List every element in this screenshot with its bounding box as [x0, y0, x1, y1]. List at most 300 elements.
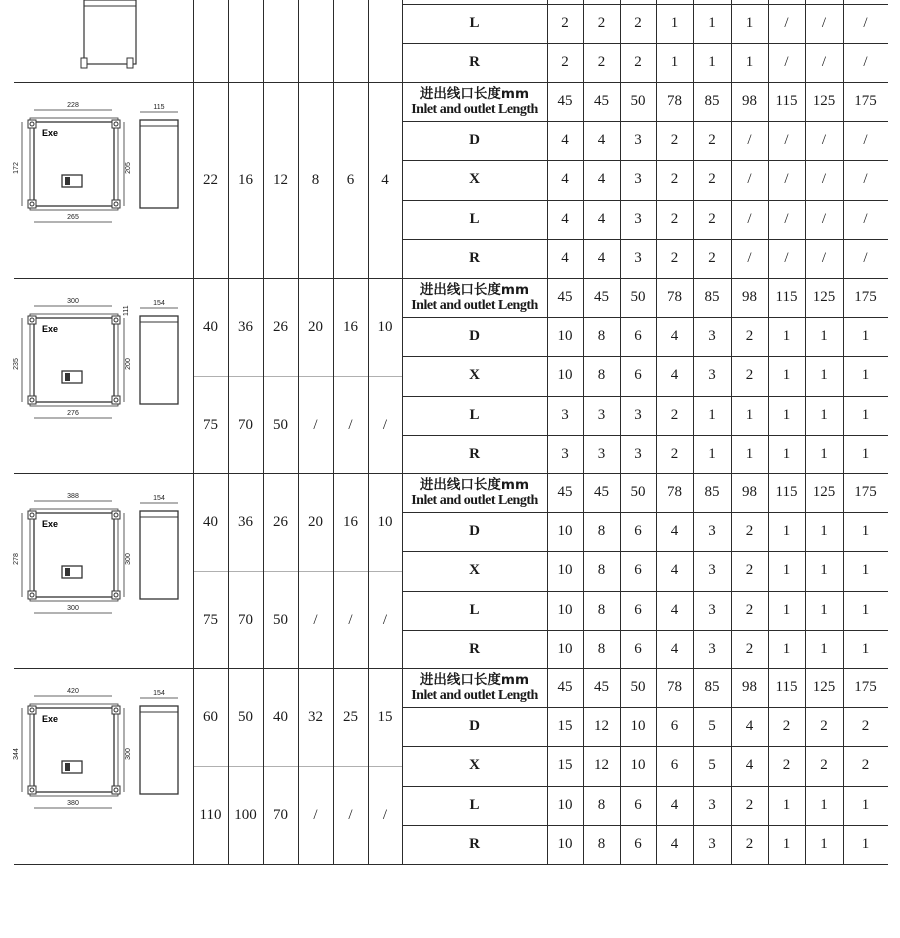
row-d-value: 6 — [670, 718, 679, 735]
row-d-value: 1 — [820, 328, 828, 345]
header-label-zh: 进出线口长度mm — [419, 476, 530, 493]
entry-count: 10 — [377, 318, 393, 335]
dimension-label: 300 — [67, 298, 79, 305]
row-x-value: 10 — [557, 562, 573, 579]
length-value: 115 — [775, 93, 798, 110]
row-x-value: 6 — [634, 562, 642, 579]
row-d-value: 4 — [670, 523, 679, 540]
top-row-r-code: R — [469, 54, 480, 70]
entry-count: 75 — [203, 416, 218, 433]
column-divider — [228, 473, 229, 669]
column-divider — [368, 0, 369, 82]
row-l-code: L — [469, 210, 480, 227]
column-divider — [193, 278, 194, 474]
entry-count: / — [382, 611, 388, 628]
row-x-value: 10 — [557, 367, 573, 384]
length-value: 50 — [630, 484, 646, 501]
row-d-value: / — [863, 132, 868, 149]
column-divider — [263, 82, 264, 278]
column-divider — [731, 0, 732, 82]
row-d-value: 8 — [597, 328, 606, 345]
row-r-value: 4 — [670, 835, 679, 852]
column-divider — [193, 82, 194, 278]
row-x-code: X — [469, 562, 480, 579]
row-r-value: 3 — [634, 445, 642, 462]
column-divider — [547, 278, 548, 474]
column-divider — [402, 473, 403, 669]
row-l-value: / — [821, 210, 827, 227]
dimension-label: 115 — [153, 104, 165, 111]
row-x-value: 4 — [597, 171, 606, 188]
length-value: 78 — [667, 679, 682, 696]
column-divider — [656, 668, 657, 864]
top-row-l-value: 1 — [745, 15, 754, 31]
row-l-value: 2 — [670, 210, 679, 227]
column-divider — [368, 668, 369, 864]
row-r-value: 4 — [561, 249, 569, 266]
row-l-code: L — [469, 406, 480, 423]
column-divider — [193, 473, 194, 669]
column-divider — [298, 82, 299, 278]
dimension-label: 420 — [67, 688, 79, 695]
row-l-value: 2 — [745, 796, 754, 813]
column-divider — [693, 0, 694, 82]
entry-count: 60 — [203, 708, 218, 725]
row-d-code: D — [469, 132, 480, 149]
top-row-r-value: 1 — [708, 54, 716, 70]
row-divider — [402, 43, 888, 44]
length-value: 85 — [704, 93, 720, 110]
column-divider — [620, 473, 621, 669]
row-r-value: 2 — [670, 249, 679, 266]
row-d-value: 2 — [670, 132, 679, 149]
inlet-outlet-length-header — [402, 82, 547, 121]
top-row-r-value: / — [784, 54, 789, 70]
column-divider — [263, 0, 264, 82]
row-r-value: 1 — [861, 445, 870, 462]
row-r-value: 4 — [597, 249, 606, 266]
row-l-value: 2 — [708, 210, 716, 227]
top-row-l-value: 1 — [708, 15, 716, 31]
row-r-value: 1 — [708, 445, 716, 462]
row-divider — [402, 591, 888, 592]
length-value: 175 — [854, 679, 877, 696]
exe-label: Exe — [42, 324, 59, 334]
row-x-value: 2 — [820, 757, 828, 774]
column-divider — [368, 473, 369, 669]
top-row-l-value: / — [863, 15, 868, 31]
entry-count: / — [313, 806, 318, 823]
column-divider — [333, 473, 334, 669]
length-value: 98 — [742, 679, 757, 696]
dimension-label: 228 — [67, 102, 79, 109]
column-divider — [805, 668, 806, 864]
row-l-code: L — [469, 796, 480, 813]
row-r-value: / — [821, 249, 827, 266]
enclosure-drawing — [12, 100, 192, 260]
column-divider — [298, 278, 299, 474]
row-x-value: 1 — [782, 367, 791, 384]
row-l-value: 1 — [782, 406, 791, 423]
column-divider — [583, 668, 584, 864]
row-divider — [402, 200, 888, 201]
length-value: 45 — [557, 484, 573, 501]
inlet-outlet-length-header — [402, 473, 547, 512]
entry-count: / — [348, 416, 353, 433]
entry-count: 16 — [343, 513, 358, 530]
column-divider — [768, 278, 769, 474]
header-label-zh: 进出线口长度mm — [419, 281, 530, 298]
row-r-code: R — [469, 835, 480, 852]
row-divider — [402, 121, 888, 122]
length-value: 115 — [775, 484, 798, 501]
column-divider — [583, 473, 584, 669]
column-divider — [547, 668, 548, 864]
row-l-value: 8 — [597, 601, 606, 618]
length-value: 45 — [557, 289, 573, 306]
row-x-value: 4 — [670, 367, 679, 384]
entry-count: 70 — [238, 416, 253, 433]
entry-count: / — [348, 806, 353, 823]
row-l-value: 1 — [782, 796, 791, 813]
entry-count: 12 — [273, 171, 288, 188]
row-r-value: 2 — [708, 249, 716, 266]
dimension-label: 235 — [13, 358, 20, 370]
row-d-value: 6 — [634, 523, 642, 540]
row-x-value: 1 — [820, 562, 828, 579]
column-divider — [843, 0, 844, 82]
row-x-value: 8 — [597, 562, 606, 579]
row-l-value: 3 — [708, 601, 716, 618]
row-divider — [402, 396, 888, 397]
header-label-zh: 进出线口长度mm — [419, 671, 530, 688]
row-divider — [402, 317, 888, 318]
row-x-value: / — [821, 171, 827, 188]
row-r-value: 1 — [820, 445, 828, 462]
row-x-value: 3 — [708, 367, 716, 384]
row-divider — [402, 4, 888, 5]
exe-label: Exe — [42, 519, 59, 529]
entry-count: 50 — [273, 416, 288, 433]
row-l-value: 1 — [820, 796, 828, 813]
row-l-value: 2 — [670, 406, 679, 423]
column-divider — [843, 278, 844, 474]
column-divider — [805, 278, 806, 474]
row-l-value: 2 — [745, 601, 754, 618]
row-x-value: / — [747, 171, 752, 188]
row-l-value: 4 — [597, 210, 606, 227]
row-r-value: 3 — [597, 445, 606, 462]
entry-count: 8 — [311, 171, 320, 188]
entry-count: 36 — [238, 513, 253, 530]
row-x-value: 6 — [670, 757, 679, 774]
row-x-value: 2 — [745, 562, 754, 579]
row-l-value: 3 — [634, 210, 642, 227]
entry-count: 50 — [273, 611, 288, 628]
entry-count: 4 — [381, 171, 389, 188]
column-divider — [805, 473, 806, 669]
column-divider — [228, 82, 229, 278]
length-value: 45 — [594, 289, 609, 306]
row-x-code: X — [469, 757, 480, 774]
row-l-value: 1 — [861, 406, 870, 423]
column-divider — [843, 668, 844, 864]
dimension-label: 200 — [125, 358, 132, 370]
entry-count: 100 — [234, 806, 257, 823]
top-row-l-code: L — [469, 15, 480, 31]
entry-count: 16 — [343, 318, 358, 335]
column-divider — [620, 82, 621, 278]
row-divider — [402, 746, 888, 747]
row-x-value: 5 — [708, 757, 716, 774]
row-d-value: 2 — [861, 718, 870, 735]
length-value: 125 — [812, 93, 836, 110]
length-value: 85 — [704, 484, 720, 501]
row-divider — [402, 630, 888, 631]
row-d-value: 15 — [557, 718, 573, 735]
entry-count: / — [313, 416, 318, 433]
column-divider — [547, 473, 548, 669]
row-d-value: 10 — [630, 718, 646, 735]
row-divider — [14, 473, 888, 474]
row-x-value: 3 — [708, 562, 716, 579]
entry-count: 20 — [308, 513, 323, 530]
inlet-outlet-length-header — [402, 668, 547, 707]
column-divider — [547, 0, 548, 82]
length-value: 45 — [594, 679, 609, 696]
row-x-value: 2 — [782, 757, 791, 774]
column-divider — [656, 473, 657, 669]
row-d-value: 3 — [708, 523, 716, 540]
column-divider — [656, 0, 657, 82]
entry-count: 36 — [238, 318, 253, 335]
column-divider — [228, 668, 229, 864]
row-l-value: 3 — [561, 406, 569, 423]
column-divider — [263, 668, 264, 864]
length-value: 85 — [704, 289, 720, 306]
row-d-value: 2 — [745, 328, 754, 345]
row-x-code: X — [469, 171, 480, 188]
row-d-code: D — [469, 718, 480, 735]
entry-count: 70 — [238, 611, 253, 628]
column-divider — [547, 82, 548, 278]
entry-count: 32 — [308, 708, 323, 725]
top-row-r-value: 1 — [670, 54, 679, 70]
inlet-outlet-length-header — [402, 278, 547, 317]
header-label-en: Inlet and outlet Length — [411, 492, 538, 508]
row-d-code: D — [469, 523, 480, 540]
column-divider — [333, 278, 334, 474]
entry-count: 22 — [203, 171, 218, 188]
row-r-value: 10 — [557, 835, 573, 852]
column-divider — [768, 473, 769, 669]
column-divider — [368, 278, 369, 474]
row-l-value: 1 — [782, 601, 791, 618]
length-value: 78 — [667, 484, 682, 501]
exe-label: Exe — [42, 128, 59, 138]
column-divider — [768, 82, 769, 278]
column-divider — [656, 82, 657, 278]
row-r-value: 10 — [557, 640, 573, 657]
enclosure-drawing — [12, 491, 192, 651]
entry-count: 110 — [199, 806, 222, 823]
row-l-code: L — [469, 601, 480, 618]
row-l-value: 6 — [634, 796, 642, 813]
row-divider — [402, 435, 888, 436]
column-divider — [768, 668, 769, 864]
length-value: 78 — [667, 93, 682, 110]
row-r-value: 3 — [708, 640, 716, 657]
column-divider — [805, 0, 806, 82]
row-x-value: 12 — [594, 757, 609, 774]
row-l-value: 1 — [820, 601, 828, 618]
row-x-value: / — [784, 171, 789, 188]
column-divider — [298, 473, 299, 669]
row-x-value: 1 — [820, 367, 828, 384]
row-r-value: 1 — [782, 445, 791, 462]
row-r-value: 6 — [634, 640, 642, 657]
length-value: 50 — [630, 289, 646, 306]
row-x-value: 2 — [745, 367, 754, 384]
row-r-value: 1 — [745, 445, 754, 462]
row-r-value: 1 — [820, 835, 828, 852]
column-divider — [193, 0, 194, 82]
length-value: 115 — [775, 679, 798, 696]
column-divider — [333, 82, 334, 278]
row-l-value: 10 — [557, 601, 573, 618]
column-divider — [620, 668, 621, 864]
column-divider — [263, 278, 264, 474]
row-d-value: 1 — [861, 328, 870, 345]
column-divider — [228, 278, 229, 474]
row-d-value: 3 — [634, 132, 642, 149]
dimension-label: 300 — [67, 605, 79, 612]
length-value: 115 — [775, 289, 798, 306]
row-divider — [402, 551, 888, 552]
row-x-value: 4 — [561, 171, 569, 188]
top-row-l-value: 2 — [597, 15, 606, 31]
header-label-zh: 进出线口长度mm — [419, 85, 530, 102]
dimension-label: 344 — [13, 748, 20, 760]
row-r-value: 2 — [670, 445, 679, 462]
length-value: 45 — [594, 93, 609, 110]
row-d-value: 1 — [782, 328, 791, 345]
length-value: 98 — [742, 289, 757, 306]
dimension-label: 380 — [67, 800, 79, 807]
column-divider — [805, 82, 806, 278]
row-x-value: 4 — [670, 562, 679, 579]
row-x-value: 2 — [670, 171, 679, 188]
length-value: 125 — [812, 679, 836, 696]
header-label-en: Inlet and outlet Length — [411, 687, 538, 703]
length-value: 175 — [854, 484, 877, 501]
row-x-value: 3 — [634, 171, 642, 188]
top-row-l-value: 2 — [634, 15, 642, 31]
column-divider — [263, 473, 264, 669]
row-d-value: 2 — [820, 718, 828, 735]
column-divider — [583, 82, 584, 278]
row-r-value: 2 — [745, 835, 754, 852]
row-r-value: / — [784, 249, 789, 266]
row-divider — [14, 668, 888, 669]
row-d-value: 12 — [594, 718, 609, 735]
column-divider — [656, 278, 657, 474]
row-d-value: 8 — [597, 523, 606, 540]
row-l-value: 8 — [597, 796, 606, 813]
row-l-value: 4 — [670, 601, 679, 618]
row-x-value: / — [863, 171, 868, 188]
entry-count: 50 — [238, 708, 253, 725]
row-d-value: 6 — [634, 328, 642, 345]
length-value: 45 — [557, 679, 573, 696]
row-x-value: 1 — [782, 562, 791, 579]
column-divider — [731, 473, 732, 669]
column-divider — [298, 0, 299, 82]
row-x-value: 1 — [861, 562, 870, 579]
dimension-label: 300 — [125, 553, 132, 565]
column-divider — [843, 473, 844, 669]
entry-count: 25 — [343, 708, 358, 725]
length-value: 98 — [742, 93, 757, 110]
row-d-value: 1 — [861, 523, 870, 540]
length-value: 98 — [742, 484, 757, 501]
column-divider — [333, 668, 334, 864]
dimension-label: 265 — [67, 214, 79, 221]
row-x-value: 6 — [634, 367, 642, 384]
dimension-label: 300 — [125, 748, 132, 760]
length-value: 78 — [667, 289, 682, 306]
length-value: 45 — [557, 93, 573, 110]
enclosure-drawing — [12, 686, 192, 846]
row-d-code: D — [469, 328, 480, 345]
top-row-r-value: 1 — [745, 54, 754, 70]
entry-count: / — [348, 611, 353, 628]
row-x-value: 15 — [557, 757, 573, 774]
top-row-l-value: / — [821, 15, 827, 31]
row-l-value: 3 — [634, 406, 642, 423]
row-divider — [14, 278, 888, 279]
column-divider — [368, 82, 369, 278]
top-row-l-value: 1 — [670, 15, 679, 31]
dimension-label: 154 — [153, 300, 165, 307]
column-divider — [693, 668, 694, 864]
row-d-value: 1 — [782, 523, 791, 540]
entry-count: 20 — [308, 318, 323, 335]
row-x-code: X — [469, 367, 480, 384]
entry-count: / — [382, 416, 388, 433]
length-value: 175 — [854, 289, 877, 306]
column-divider — [228, 0, 229, 82]
column-divider — [583, 0, 584, 82]
row-x-value: 2 — [708, 171, 716, 188]
column-divider — [402, 82, 403, 278]
row-d-value: / — [747, 132, 752, 149]
row-r-value: 4 — [670, 640, 679, 657]
column-divider — [333, 0, 334, 82]
entry-count: 26 — [273, 318, 288, 335]
row-d-value: / — [821, 132, 827, 149]
row-d-value: 5 — [708, 718, 716, 735]
row-l-value: 1 — [745, 406, 754, 423]
top-row-l-value: / — [784, 15, 789, 31]
row-divider — [402, 786, 888, 787]
row-divider — [402, 239, 888, 240]
dimension-label: 172 — [13, 162, 20, 174]
row-x-value: 10 — [630, 757, 646, 774]
enclosure-drawing — [12, 296, 192, 456]
row-r-code: R — [469, 640, 480, 657]
column-divider — [402, 278, 403, 474]
